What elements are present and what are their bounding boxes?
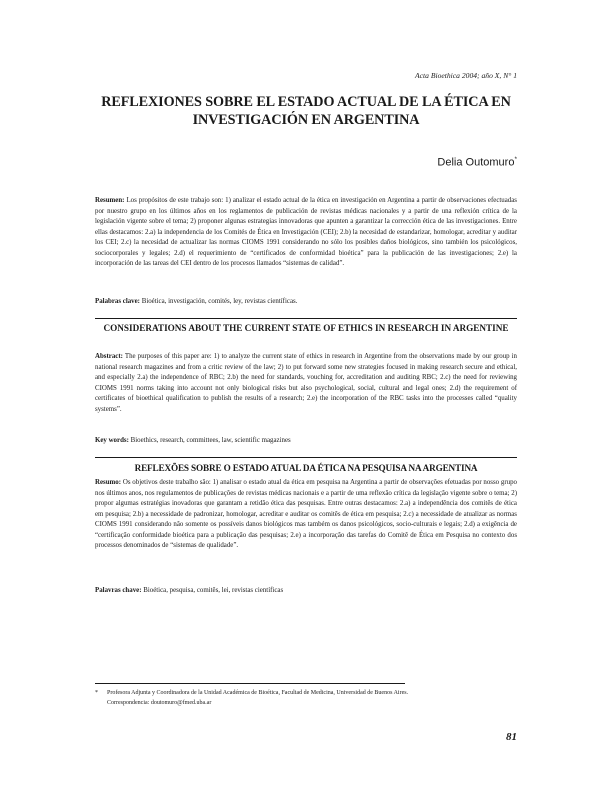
keywords-portuguese-label: Palavras chave:	[95, 587, 142, 594]
abstract-spanish-text: Los propósitos de este trabajo son: 1) analizar el estado actual de la ética en investigación en Argentina a partir de observaciones efectuadas por nuestro grupo en los últimos años en los reglamentos de publicación de revistas médicas nacionales y a partir de una reflexión crítica de la legislación vigente sobre el tema; 2) proponer algunas estrategias innovadoras que apunten a garantizar la corrección ética de las investigaciones. Entre ellas destacamos: 2.a) la independencia de los Comités de Ética en Investigación (CEI); 2.b) la necesidad de estandarizar, homologar, acreditar y auditar los CEI; 2.c) la necesidad de actualizar las normas CIOMS 1991 considerando no sólo los posibles daños biológicos, sino también los psicológicos, sociocorporales y legales; 2.d) el requerimiento de “certificados de conformidad bioética” para la publicación de las investigaciones; 2.e) la incorporación de las tareas del CEI dentro de los procesos llamados “sistemas de calidad”.	[95, 197, 517, 267]
keywords-spanish	[95, 297, 517, 308]
page-number: 81	[506, 731, 517, 743]
portuguese-section-title: REFLEXÕES SOBRE O ESTADO ATUAL DA ÉTICA NA PESQUISA NA ARGENTINA	[134, 463, 478, 473]
abstract-portuguese-label: Resumo:	[95, 479, 122, 486]
keywords-spanish-text: Bioética, investigación, comités, ley, revistas científicas.	[141, 298, 298, 305]
abstract-portuguese	[95, 478, 517, 552]
keywords-english-label: Key words:	[95, 437, 129, 444]
english-section-title: CONSIDERATIONS ABOUT THE CURRENT STATE OF ETHICS IN RESEARCH IN ARGENTINE	[103, 323, 509, 333]
author-footnote-marker: *	[514, 156, 517, 163]
author-name: Delia Outomuro	[437, 156, 515, 169]
keywords-english	[95, 436, 517, 447]
abstract-spanish-label: Resumen:	[95, 197, 125, 204]
abstract-english	[95, 352, 517, 415]
abstract-spanish	[95, 196, 517, 270]
footnote-marker: *	[95, 690, 98, 696]
footnote-correspondence: Correspondencia: doutomuro@fmed.uba.ar	[107, 699, 212, 706]
section-divider-english	[95, 318, 517, 319]
keywords-english-text: Bioethics, research, committees, law, scientific magazines	[130, 437, 291, 444]
article-title: REFLEXIONES SOBRE EL ESTADO ACTUAL DE LA ÉTICA EN INVESTIGACIÓN EN ARGENTINA	[101, 94, 511, 128]
keywords-spanish-label: Palabras clave:	[95, 298, 140, 305]
journal-citation: Acta Bioethica 2004; año X, N° 1	[415, 71, 517, 80]
section-divider-portuguese	[95, 457, 517, 458]
abstract-english-label: Abstract:	[95, 353, 123, 360]
abstract-english-text: The purposes of this paper are: 1) to analyze the current state of ethics in research in Argentine from the observations made by our group in national research magazines and from a critic review of the law; 2) to put forward some new strategies focused in making research secure and ethical, and especially 2.a) the independence of RBC; 2.b) the need for standards, vouching for, accreditation and auditing RBC; 2.c) the need for reviewing CIOMS 1991 norms taking into account not only biological risks but also psychological, social, cultural and legal ones; 2.d) the requirement of certificates of bioethical qualification to publish the results of a research; 2.e) the incorporation of the RBC tasks into the processes called “quality systems”.	[95, 353, 517, 413]
abstract-portuguese-text: Os objetivos deste trabalho são: 1) analisar o estado atual da ética em pesquisa na Argentina a partir de observações efetuadas por nosso grupo nos últimos anos, nos regulamentos de publicações de revistas médicas nacionais e a partir de uma reflexão crítica da legislação vigente sobre o tema; 2) propor algumas estratégias inovadoras que garantam a retidão ética das pesquisas. Entre outras destacamos: 2.a) a independência dos comitês de ética em pesquisa; 2.b) a necessidade de padronizar, homologar, acreditar e auditar os comitês de ética em pesquisa; 2.c) a necessidade de atualizar as normas CIOMS 1991 considerando não somente os possíveis danos biológicos mas também os danos psicológicos, socio-culturais e legais; 2.d) a exigência de “certificação conformidade bioética para a publicação das pesquisas; 2.e) a incorporação das tarefas do Comitê de Ética em Pesquisa no contexto dos processos denominados de “sistemas de qualidade”.	[95, 479, 517, 549]
keywords-portuguese	[95, 586, 517, 597]
author-line	[437, 156, 517, 169]
keywords-portuguese-text: Bioética, pesquisa, comitês, lei, revistas científicas	[143, 587, 284, 594]
footnote-divider	[95, 683, 405, 684]
footnote	[95, 689, 517, 708]
footnote-affiliation: Profesora Adjunta y Coordinadora de la Unidad Académica de Bioética, Facultad de Medicina, Universidad de Buenos Aires.	[107, 690, 409, 696]
